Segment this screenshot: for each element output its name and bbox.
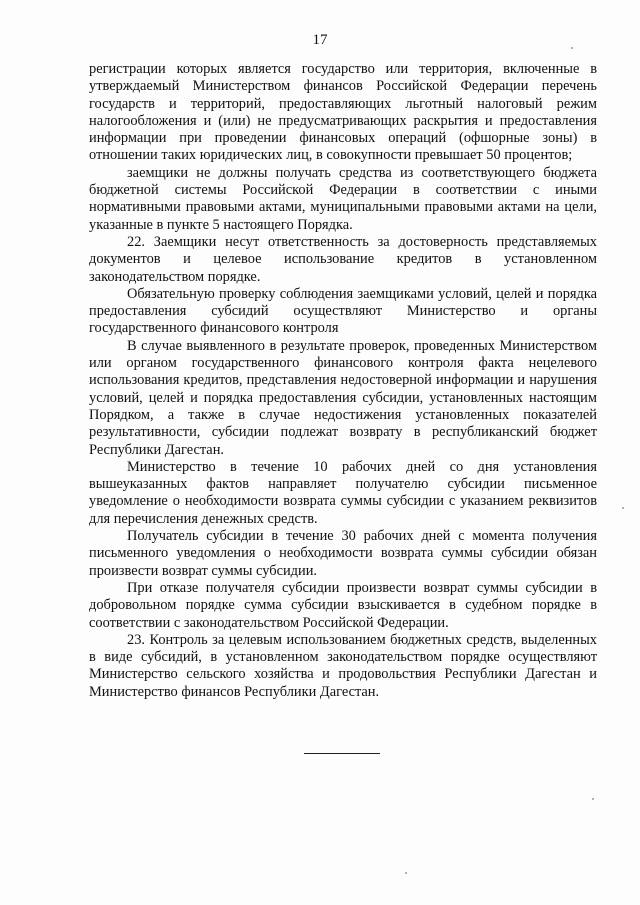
paragraph-continuation: регистрации которых является государство или территория, включенные в утверждаемый Министерством финансов Российской Федерации перечень государств и территорий, предоставляющих льготный налоговый режим налогообложения и (или) не предусматривающих раскрытия и предоставления информации при проведении финансовых операций (офшорные зоны) в отношении таких юридических лиц, в совокупности превышает 50 процентов; (89, 61, 597, 164)
paragraph-refund-term: Получатель субсидии в течение 30 рабочих дней с момента получения письменного уведомления о необходимости возврата суммы субсидии обязан произвести возврат суммы субсидии. (89, 528, 597, 579)
end-of-text-rule (304, 753, 380, 754)
page-number: 17 (312, 32, 328, 48)
paragraph-item-23: 23. Контроль за целевым использованием бюджетных средств, выделенных в виде субсидий, в установленном законодательством порядке осуществляют Министерство сельского хозяйства и продовольствия Республики Дагестан и Министерство финансов Республики Дагестан. (89, 631, 597, 700)
paragraph-court-recovery: При отказе получателя субсидии произвести возврат суммы субсидии в добровольном порядке сумма субсидии взыскивается в судебном порядке в соответствии с законодательством Российской Федерации. (89, 579, 597, 631)
scan-speck (592, 798, 594, 800)
scan-speck (571, 47, 573, 49)
paragraph-borrowers-funds: заемщики не должны получать средства из соответствующего бюджета бюджетной системы Российской Федерации в соответствии с иными нормативными правовыми актами, муниципальными правовыми актами на цели, указанные в пункте 5 настоящего Порядка. (89, 164, 597, 233)
scan-speck (622, 507, 624, 509)
document-body (89, 61, 597, 701)
scan-speck (405, 872, 407, 874)
paragraph-mandatory-check: Обязательную проверку соблюдения заемщиками условий, целей и порядка предоставления субсидий осуществляют Министерство и органы государственного финансового контроля (89, 285, 597, 337)
paragraph-violations: В случае выявленного в результате проверок, проведенных Министерством или органом государственного финансового контроля факта нецелевого использования кредитов, представления недостоверной информации и нарушения условий, целей и порядка предоставления субсидии, установленных настоящим Порядком, а также в случае недостижения установленных показателей результативности, субсидии подлежат возврату в республиканский бюджет Республики Дагестан. (89, 337, 597, 458)
paragraph-notification: Министерство в течение 10 рабочих дней со дня установления вышеуказанных фактов направляет получателю субсидии письменное уведомление о необходимости возврата суммы субсидии с указанием реквизитов для перечисления денежных средств. (89, 458, 597, 527)
paragraph-item-22: 22. Заемщики несут ответственность за достоверность представляемых документов и целевое использование кредитов в установленном законодательством порядке. (89, 233, 597, 285)
